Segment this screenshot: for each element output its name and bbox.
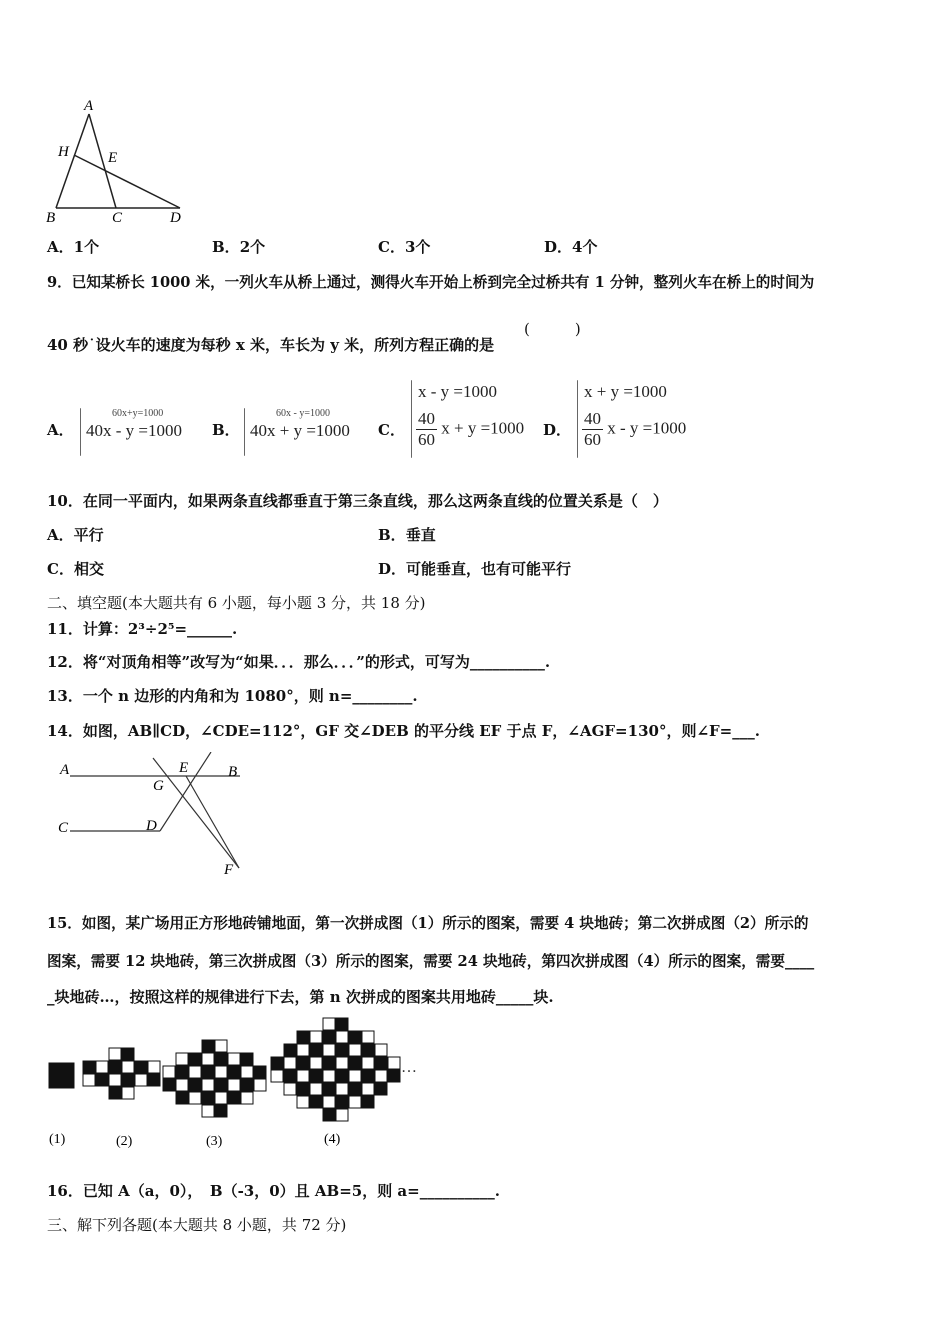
tile: [362, 1057, 374, 1069]
option-key: B．: [378, 526, 406, 544]
tile: [228, 1066, 240, 1078]
tile: [362, 1070, 374, 1082]
tile: [336, 1057, 348, 1069]
tile: [215, 1079, 227, 1091]
tile: [349, 1070, 361, 1082]
section-3-heading: 三、解下列各题(本大题共 8 小题，共 72 分): [47, 1216, 347, 1234]
tile: [297, 1070, 309, 1082]
tile: [189, 1066, 201, 1078]
q15-stem-line3: _块地砖…，按照这样的规律进行下去，第 n 次拼成的图案共用地砖_____块.: [47, 988, 554, 1006]
q8-label-h: H: [58, 144, 69, 160]
tile: [62, 1076, 74, 1088]
tile: [215, 1040, 227, 1052]
q9-option-b-eq2: 40x + y =1000: [250, 421, 350, 440]
tile: [148, 1074, 160, 1086]
tile: [83, 1061, 95, 1073]
tile: [271, 1057, 283, 1069]
tile: [349, 1057, 361, 1069]
tile: [189, 1053, 201, 1065]
tile: [336, 1096, 348, 1108]
option-key: D．: [378, 560, 407, 578]
q9-option-b-eq1: 60x - y=1000: [276, 408, 330, 419]
tile: [336, 1044, 348, 1056]
option-text: 平行: [73, 526, 104, 544]
q10-option-a[interactable]: [47, 524, 104, 545]
tile: [323, 1109, 335, 1121]
tile: [310, 1031, 322, 1043]
tile: [215, 1105, 227, 1117]
q9-option-c-eq1: x - y =1000: [418, 382, 497, 401]
tile: [271, 1070, 283, 1082]
q14-label-a: A: [60, 762, 70, 778]
q9-stem-line2: 40 秒˙设火车的速度为每秒 x 米，车长为 y 米，所列方程正确的是: [47, 336, 495, 354]
tile: [241, 1053, 253, 1065]
q9-option-d-key[interactable]: D．: [543, 421, 572, 439]
section-2-heading: 二、填空题(本大题共有 6 小题，每小题 3 分，共 18 分): [47, 594, 426, 612]
q10-option-d[interactable]: [378, 558, 571, 579]
tile: [362, 1031, 374, 1043]
tile: [362, 1096, 374, 1108]
q9-option-b-brace: [244, 408, 245, 456]
tile: [284, 1057, 296, 1069]
tile: [284, 1083, 296, 1095]
q15-tile-patterns-figure: [44, 1015, 424, 1150]
q14-label-e: E: [179, 760, 189, 776]
tile: [228, 1053, 240, 1065]
tile: [202, 1066, 214, 1078]
tile: [336, 1083, 348, 1095]
tile: [388, 1057, 400, 1069]
q15-pattern-2: [83, 1048, 160, 1099]
tile: [122, 1087, 134, 1099]
tile: [215, 1092, 227, 1104]
q8-option-d[interactable]: [544, 236, 597, 257]
tile: [323, 1083, 335, 1095]
q9-option-c-eq2: [416, 409, 524, 450]
tile: [109, 1074, 121, 1086]
tile: [241, 1092, 253, 1104]
tile: [83, 1074, 95, 1086]
q15-pattern-4: [271, 1018, 400, 1121]
tile: [49, 1063, 61, 1075]
q12-text: 12．将“对顶角相等”改写为“如果．．．那么．．．”的形式，可写为__________.: [47, 653, 551, 671]
tile: [189, 1092, 201, 1104]
tile: [336, 1070, 348, 1082]
option-text: 可能垂直，也有可能平行: [406, 560, 572, 578]
tile: [176, 1053, 188, 1065]
frac-numerator: 40: [584, 409, 601, 428]
tile: [228, 1079, 240, 1091]
tile: [310, 1096, 322, 1108]
q14-parallel-lines-figure: [56, 752, 256, 880]
tile: [254, 1066, 266, 1078]
tile: [176, 1066, 188, 1078]
q14-label-f: F: [224, 862, 234, 878]
option-text: 4个: [572, 238, 598, 256]
tile: [215, 1066, 227, 1078]
tile: [228, 1092, 240, 1104]
q9-option-c-key[interactable]: C．: [378, 421, 405, 439]
option-text: 3个: [404, 238, 431, 256]
q15-caption-2: (2): [116, 1134, 133, 1149]
tile: [49, 1076, 61, 1088]
q9-answer-paren: ( ): [524, 320, 581, 338]
q8-option-b[interactable]: [212, 236, 265, 257]
q9-option-a-brace: [80, 408, 81, 456]
tile: [215, 1053, 227, 1065]
tile: [62, 1063, 74, 1075]
option-key: A．: [47, 526, 74, 544]
tile: [176, 1092, 188, 1104]
tile: [122, 1048, 134, 1060]
option-key: A．: [47, 238, 74, 256]
tile: [336, 1031, 348, 1043]
q11-text: 11．计算：2³÷2⁵=______.: [47, 620, 238, 638]
tile: [349, 1044, 361, 1056]
tile: [297, 1057, 309, 1069]
tile: [375, 1057, 387, 1069]
q15-caption-1: (1): [49, 1132, 66, 1147]
eq-rest: x + y =1000: [441, 418, 525, 438]
tile: [96, 1061, 108, 1073]
q14-label-d: D: [146, 818, 157, 834]
tile: [284, 1044, 296, 1056]
q15-pattern-1: [49, 1063, 74, 1088]
q8-label-e: E: [108, 150, 118, 166]
tile: [323, 1031, 335, 1043]
option-key: D．: [544, 238, 573, 256]
tile: [148, 1061, 160, 1073]
eq-rest: x - y =1000: [607, 418, 687, 438]
tile: [109, 1048, 121, 1060]
q8-label-b: B: [46, 210, 56, 226]
tile: [362, 1083, 374, 1095]
q15-pattern-3: [163, 1040, 266, 1117]
tile: [135, 1074, 147, 1086]
tile: [202, 1040, 214, 1052]
q9-stem-line1: 9．已知某桥长 1000 米，一列火车从桥上通过，测得火车开始上桥到完全过桥共有 1 分钟，整列火车在桥上的时间为: [47, 274, 815, 291]
q8-option-c[interactable]: [378, 236, 430, 257]
tile: [122, 1074, 134, 1086]
tile: [189, 1079, 201, 1091]
tile: [202, 1079, 214, 1091]
q9-option-a-eq2: 40x - y =1000: [86, 421, 182, 440]
option-key: C．: [47, 560, 74, 578]
tile: [388, 1070, 400, 1082]
tile: [122, 1061, 134, 1073]
tile: [310, 1044, 322, 1056]
tile: [241, 1079, 253, 1091]
tile: [323, 1044, 335, 1056]
option-text: 垂直: [405, 526, 436, 544]
tile: [202, 1105, 214, 1117]
tile: [323, 1057, 335, 1069]
q9-option-a-eq1: 60x+y=1000: [112, 408, 164, 419]
q15-caption-4: (4): [324, 1132, 341, 1147]
tile: [135, 1061, 147, 1073]
tile: [163, 1079, 175, 1091]
q8-label-a: A: [84, 98, 94, 114]
q8-label-c: C: [112, 210, 123, 226]
tile: [336, 1109, 348, 1121]
tile: [297, 1096, 309, 1108]
q14-label-g: G: [153, 778, 164, 794]
q9-option-b-key[interactable]: B．: [212, 421, 240, 439]
q14-stem: 14．如图，AB∥CD，∠CDE=112°，GF 交∠DEB 的平分线 EF 于点 F，∠AGF=130°，则∠F=___.: [47, 722, 760, 740]
tile: [310, 1070, 322, 1082]
tile: [349, 1083, 361, 1095]
tile: [109, 1061, 121, 1073]
q10-stem: 10．在同一平面内，如果两条直线都垂直于第三条直线，那么这两条直线的位置关系是（ ）: [47, 492, 668, 510]
tile: [202, 1053, 214, 1065]
q9-option-d-eq2: [582, 409, 686, 450]
q14-label-b: B: [228, 764, 238, 780]
tile: [323, 1096, 335, 1108]
q13-text: 13．一个 n 边形的内角和为 1080°，则 n=________.: [47, 687, 418, 705]
tile: [375, 1070, 387, 1082]
q9-option-a-key[interactable]: A．: [47, 421, 74, 439]
tile: [336, 1018, 348, 1030]
tile: [349, 1096, 361, 1108]
q15-caption-3: (3): [206, 1134, 223, 1149]
option-key: C．: [378, 238, 405, 256]
tile: [297, 1031, 309, 1043]
tile: [109, 1087, 121, 1099]
q8-option-a[interactable]: [47, 236, 99, 257]
frac-numerator: 40: [418, 409, 435, 428]
tile: [310, 1057, 322, 1069]
tile: [349, 1031, 361, 1043]
option-text: 1个: [73, 238, 100, 256]
tile: [297, 1083, 309, 1095]
tile: [323, 1018, 335, 1030]
q15-stem-line1: 15．如图，某广场用正方形地砖铺地面，第一次拼成图（1）所示的图案，需要 4 块地砖；第二次拼成图（2）所示的: [47, 915, 809, 932]
q9-option-c-brace: [411, 380, 412, 458]
option-text: 相交: [73, 560, 104, 578]
tile: [202, 1092, 214, 1104]
tile: [362, 1044, 374, 1056]
q9-option-d-brace: [577, 380, 578, 458]
tile: [176, 1079, 188, 1091]
tile: [254, 1079, 266, 1091]
tile: [96, 1074, 108, 1086]
option-key: B．: [212, 238, 240, 256]
q9-option-d-eq1: x + y =1000: [584, 382, 667, 401]
q15-ellipsis: …: [401, 1059, 417, 1076]
tile: [323, 1070, 335, 1082]
tile: [297, 1044, 309, 1056]
q8-triangle-figure: [44, 96, 194, 226]
q10-option-c[interactable]: [47, 558, 104, 579]
tile: [284, 1070, 296, 1082]
tile: [310, 1083, 322, 1095]
q10-option-b[interactable]: [378, 524, 436, 545]
tile: [375, 1044, 387, 1056]
tile: [163, 1066, 175, 1078]
q14-label-c: C: [58, 820, 69, 836]
tile: [375, 1083, 387, 1095]
tile: [241, 1066, 253, 1078]
q8-label-d: D: [170, 210, 181, 226]
frac-denominator: 60: [418, 430, 435, 449]
q16-text: 16．已知 A（a，0）， B（-3，0）且 AB=5，则 a=__________.: [47, 1182, 500, 1200]
q15-stem-line2: 图案，需要 12 块地砖，第三次拼成图（3）所示的图案，需要 24 块地砖，第四次拼成图（4）所示的图案，需要____: [47, 953, 815, 970]
frac-denominator: 60: [584, 430, 601, 449]
option-text: 2个: [239, 238, 266, 256]
